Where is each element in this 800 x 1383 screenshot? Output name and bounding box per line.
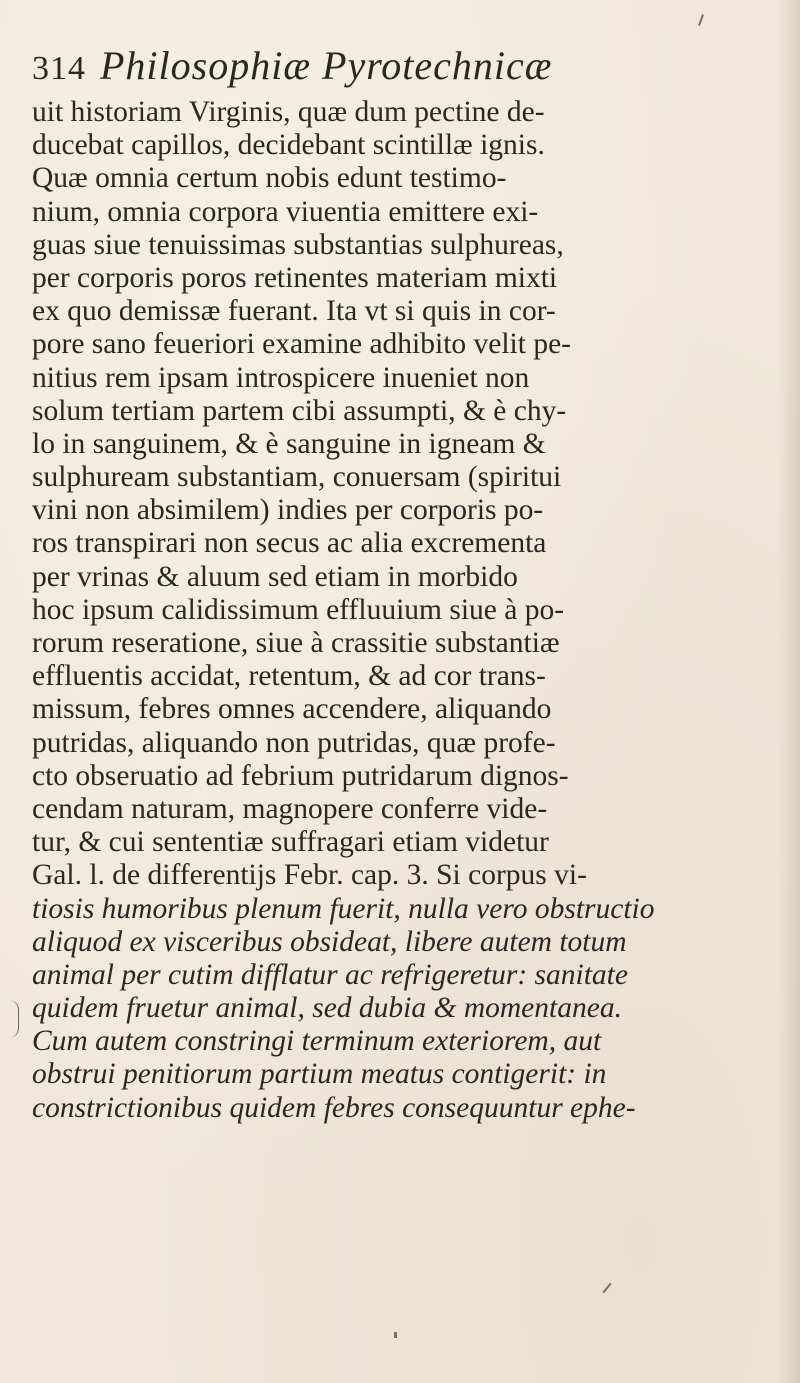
- italic-quote-line: tiosis humoribus plenum fuerit, nulla vero obstructio: [32, 892, 655, 925]
- text-line: solum tertiam partem cibi assumpti, & è chy-: [32, 394, 567, 427]
- text-line: putridas, aliquando non putridas, quæ profe-: [32, 726, 556, 759]
- text-line: ducebat capillos, decidebant scintillæ ignis.: [32, 129, 545, 162]
- text-line: Gal. l. de differentijs Febr. cap. 3. Si corpus vi-: [32, 859, 587, 892]
- page-edge-shadow: [778, 0, 800, 1383]
- text-line: lo in sanguinem, & è sanguine in igneam &: [32, 427, 546, 460]
- body-text: [32, 96, 772, 1125]
- text-line: cto obseruatio ad febrium putridarum dignos-: [32, 759, 569, 792]
- text-line: tur, & cui sententiæ suffragari etiam videtur: [32, 826, 549, 859]
- italic-quote-line: aliquod ex visceribus obsideat, libere autem totum: [32, 925, 627, 958]
- text-line: ros transpirari non secus ac alia excrementa: [32, 527, 547, 560]
- text-line: ex quo demissæ fuerant. Ita vt si quis in cor-: [32, 295, 556, 328]
- italic-quote-line: quidem fruetur animal, sed dubia & momentanea.: [32, 992, 622, 1025]
- text-line: cendam naturam, magnopere conferre vide-: [32, 792, 548, 825]
- text-line: per corporis poros retinentes materiam mixti: [32, 261, 558, 294]
- text-line: uit historiam Virginis, quæ dum pectine de-: [32, 96, 545, 128]
- italic-quote-line: Cum autem constringi terminum exteriorem, aut: [32, 1025, 602, 1058]
- text-line: nium, omnia corpora viuentia emittere exi-: [32, 195, 539, 228]
- stray-ink-mark: [698, 14, 704, 26]
- margin-bracket-mark: [8, 1000, 19, 1038]
- text-line: per vrinas & aluum sed etiam in morbido: [32, 560, 518, 593]
- stray-ink-mark: [394, 1332, 397, 1338]
- running-title: Philosophiæ Pyrotechnicæ: [100, 43, 553, 88]
- italic-quote-line: constrictionibus quidem febres consequuntur ephe-: [32, 1091, 636, 1124]
- text-line: vini non absimilem) indies per corporis po-: [32, 494, 544, 527]
- stray-ink-mark: [602, 1283, 611, 1293]
- text-line: Quæ omnia certum nobis edunt testimo-: [32, 162, 507, 195]
- page-header: [32, 42, 732, 94]
- italic-quote-line: animal per cutim difflatur ac refrigeretur: sanitate: [32, 958, 628, 991]
- text-line: guas siue tenuissimas substantias sulphureas,: [32, 228, 564, 261]
- text-line: hoc ipsum calidissimum effluuium siue à po-: [32, 593, 565, 626]
- text-line: effluentis accidat, retentum, & ad cor trans-: [32, 660, 546, 693]
- page-number: 314: [32, 50, 86, 87]
- text-line: sulphuream substantiam, conuersam (spiritui: [32, 461, 562, 494]
- text-line: rorum reseratione, siue à crassitie substantiæ: [32, 627, 560, 659]
- text-line: pore sano feueriori examine adhibito velit pe-: [32, 328, 571, 361]
- text-line: missum, febres omnes accendere, aliquando: [32, 693, 552, 726]
- text-line: nitius rem ipsam introspicere inueniet non: [32, 361, 530, 394]
- italic-quote-line: obstrui penitiorum partium meatus contigerit: in: [32, 1058, 607, 1091]
